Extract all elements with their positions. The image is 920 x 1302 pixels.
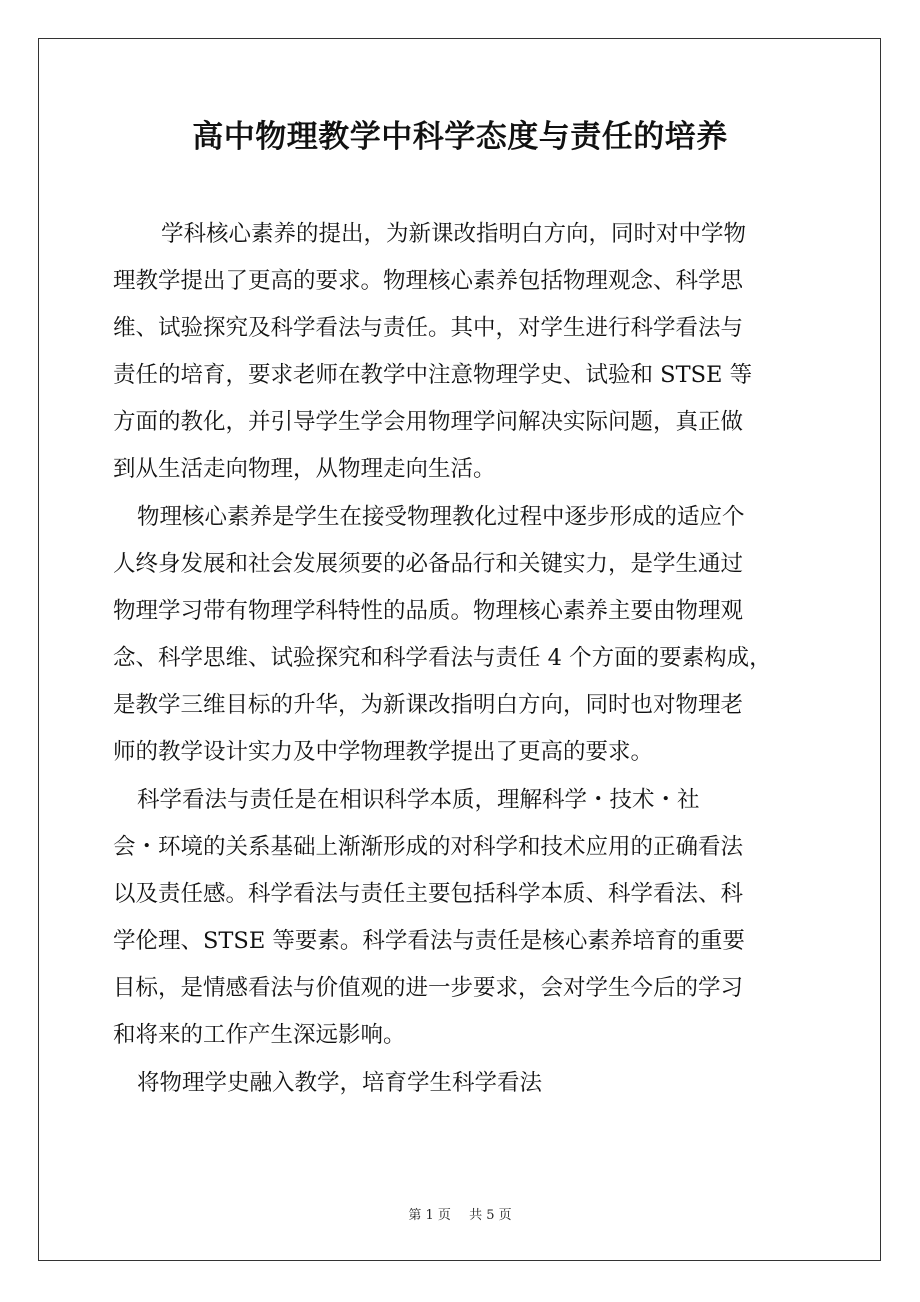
- text-line: 是教学三维目标的升华，为新课改指明白方向，同时也对物理老: [113, 692, 744, 718]
- page-total: 共 5 页: [469, 1208, 512, 1223]
- text-line: 师的教学设计实力及中学物理教学提出了更高的要求。: [113, 739, 654, 765]
- text-line: 方面的教化，并引导学生学会用物理学问解决实际问题，真正做: [113, 409, 744, 435]
- page-number: 第 1 页: [408, 1208, 451, 1223]
- text-line: 物理学习带有物理学科特性的品质。物理核心素养主要由物理观: [113, 598, 744, 624]
- text-line: 物理核心素养是学生在接受物理教化过程中逐步形成的适应个: [137, 504, 745, 530]
- text-line: 学伦理、STSE 等要素。科学看法与责任是核心素养培育的重要: [113, 928, 745, 954]
- document-title: 高中物理教学中科学态度与责任的培养: [192, 119, 728, 155]
- text-line: 学科核心素养的提出，为新课改指明白方向，同时对中学物: [161, 221, 747, 247]
- text-line: 维、试验探究及科学看法与责任。其中，对学生进行科学看法与: [113, 315, 744, 341]
- text-line: 理教学提出了更高的要求。物理核心素养包括物理观念、科学思: [113, 268, 744, 294]
- text-line: 人终身发展和社会发展须要的必备品行和关键实力，是学生通过: [113, 551, 744, 577]
- section-heading-line: 将物理学史融入教学，培育学生科学看法: [137, 1070, 543, 1096]
- text-line: 会・环境的关系基础上渐渐形成的对科学和技术应用的正确看法: [113, 834, 744, 860]
- text-line: 以及责任感。科学看法与责任主要包括科学本质、科学看法、科: [113, 881, 744, 907]
- text-line: 科学看法与责任是在相识科学本质，理解科学・技术・社: [137, 787, 700, 813]
- text-line: 念、科学思维、试验探究和科学看法与责任 4 个方面的要素构成，: [113, 645, 772, 671]
- text-line: 到从生活走向物理，从物理走向生活。: [113, 456, 496, 482]
- text-line: 责任的培育，要求老师在教学中注意物理学史、试验和 STSE 等: [113, 362, 753, 388]
- page-footer: [0, 1206, 920, 1226]
- document-body: [113, 211, 833, 1107]
- text-line: 和将来的工作产生深远影响。: [113, 1022, 406, 1048]
- text-line: 目标，是情感看法与价值观的进一步要求，会对学生今后的学习: [113, 975, 744, 1001]
